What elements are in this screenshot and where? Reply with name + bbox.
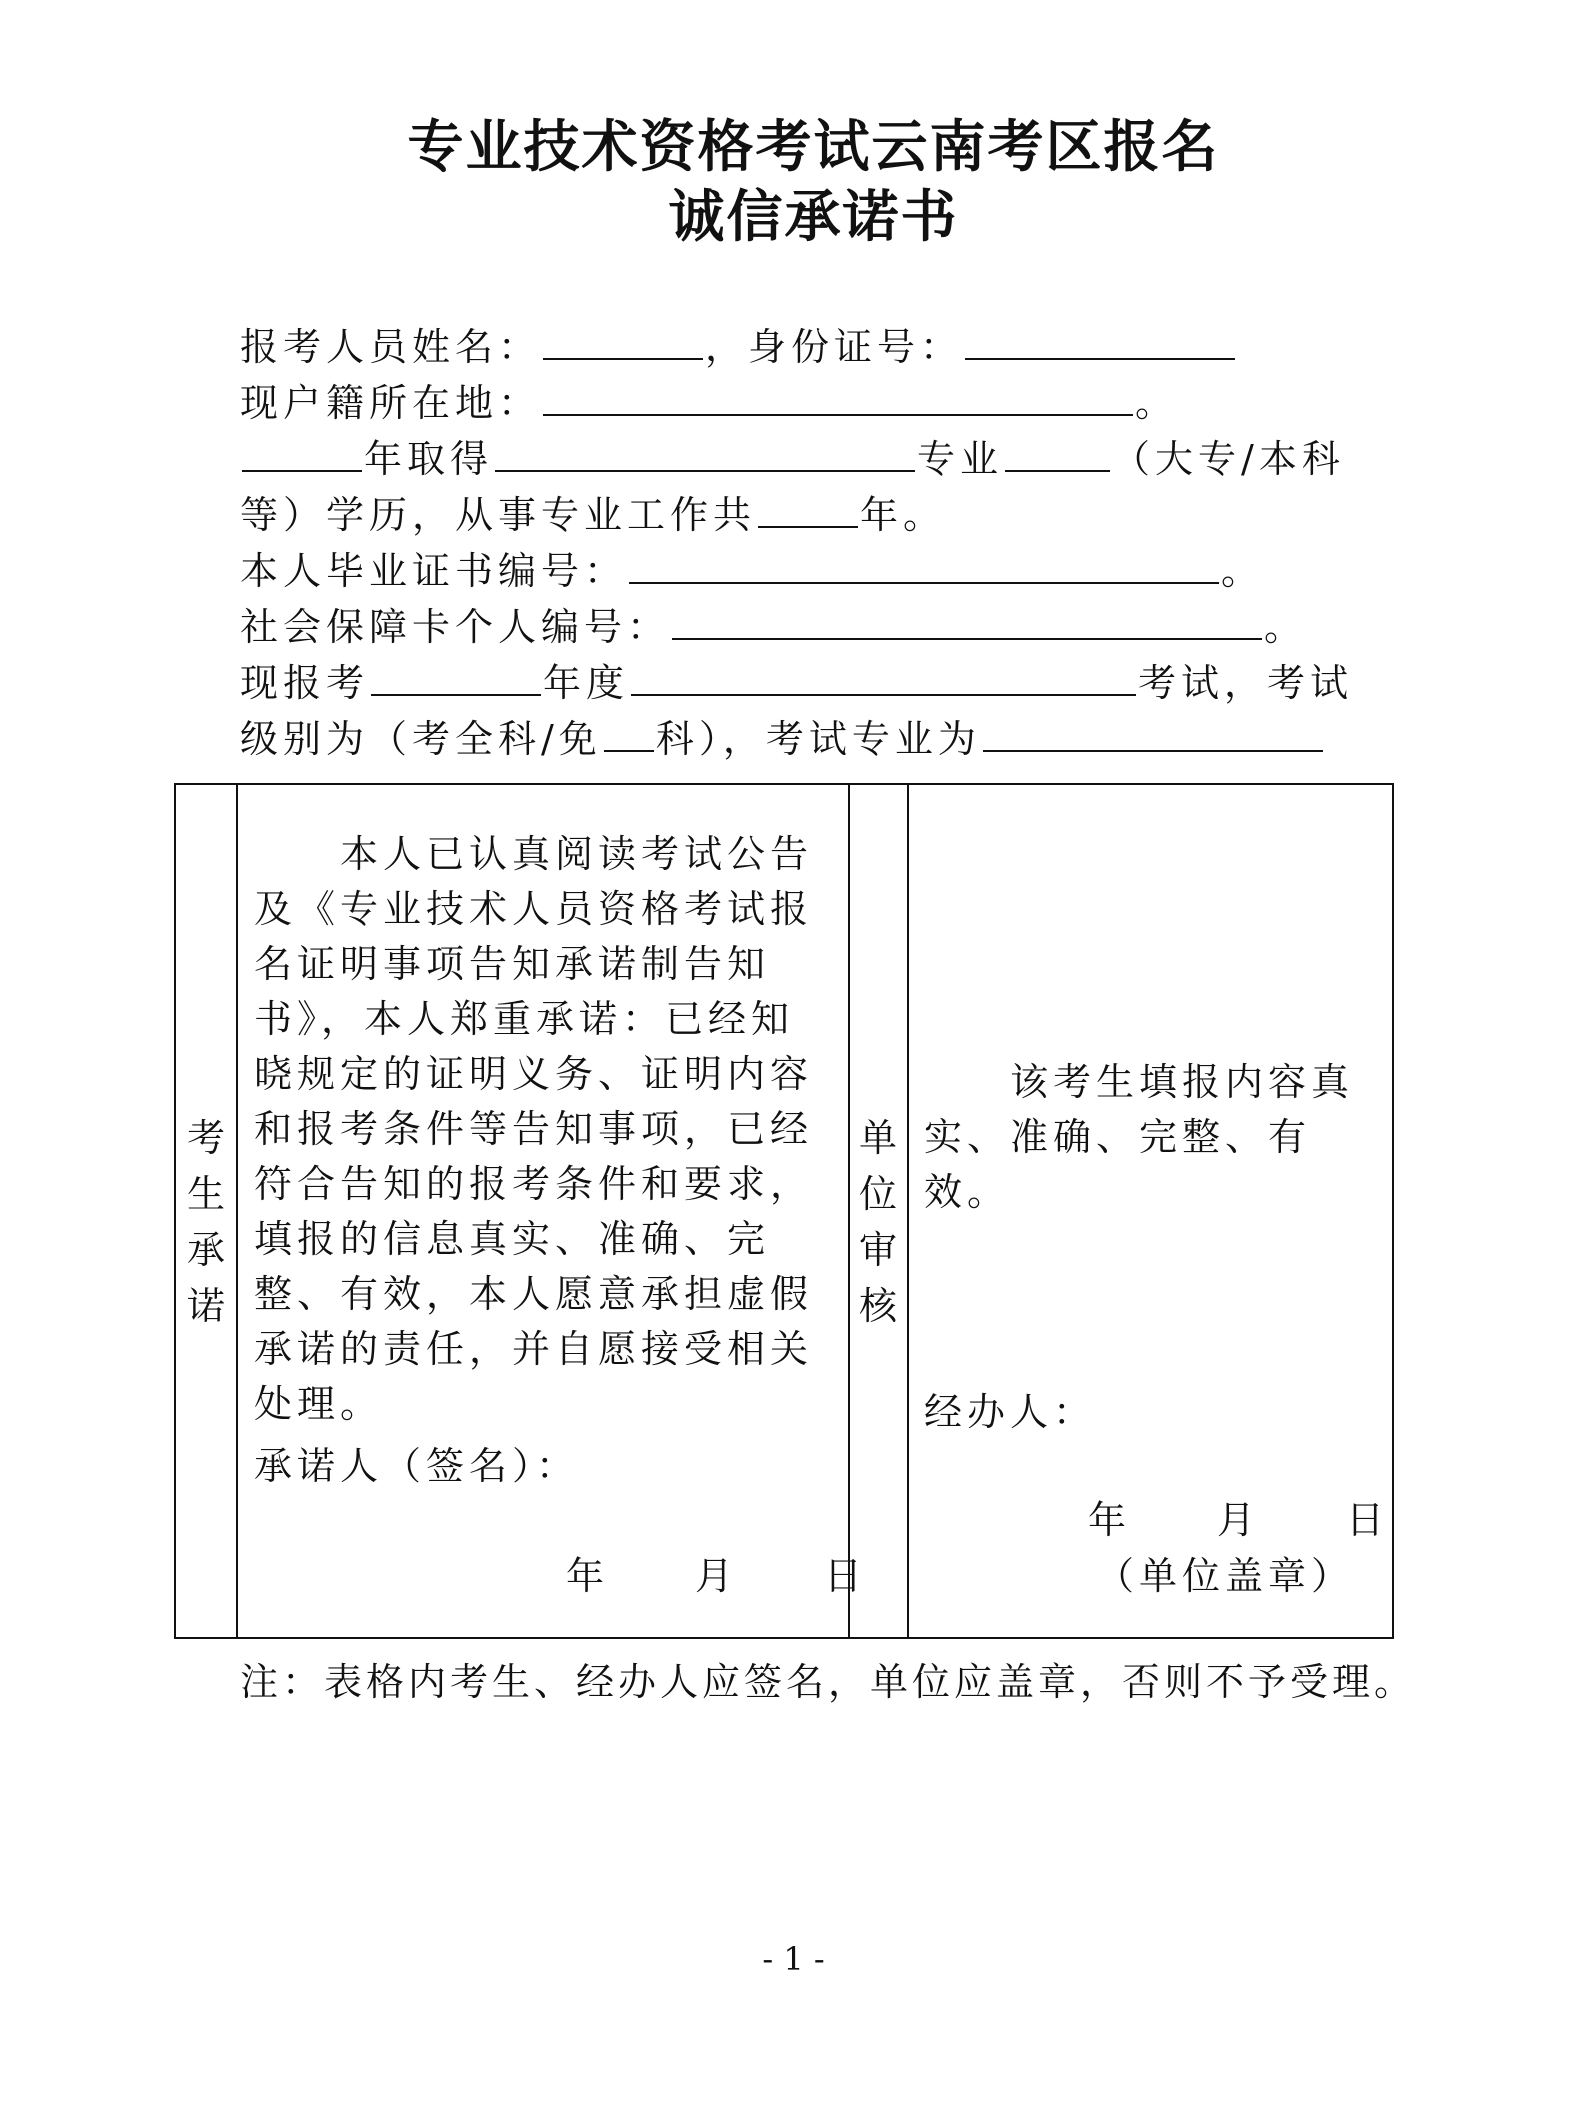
- signer-label: 承诺人（签名）：: [254, 1444, 580, 1488]
- form-line-social-security: [240, 598, 1307, 655]
- header-char: 核: [858, 1284, 897, 1328]
- exempt-subjects-blank[interactable]: [604, 710, 654, 752]
- id-label: ，身份证号：: [705, 325, 964, 369]
- degree-level-blank[interactable]: [1005, 430, 1110, 472]
- diploma-blank[interactable]: [629, 542, 1219, 584]
- document-title-line2: 诚信承诺书: [668, 184, 959, 250]
- exam-label: 现报考: [240, 661, 370, 705]
- table-divider: [236, 785, 238, 1637]
- table-divider: [907, 785, 909, 1637]
- residence-end: 。: [1135, 381, 1179, 425]
- degree-level-label: （大专/本科: [1112, 437, 1345, 481]
- promise-text: 本人已认真阅读考试公告及《专业技术人员资格考试报名证明事项告知承诺制告知书》，本人郑重承诺：已经知晓规定的证明义务、证明内容和报考条件等告知事项，已经符合告知的报考条件和要求，填报的信息真实、准确、完整、有效，本人愿意承担虚假承诺的责任，并自愿接受相关处理。: [254, 832, 814, 1426]
- exam-end-label: 考试，考试: [1138, 661, 1354, 705]
- form-line-work-years: [240, 486, 946, 543]
- commitment-table: [174, 783, 1394, 1639]
- header-char: 审: [858, 1228, 897, 1272]
- footnote: 注：表格内考生、经办人应签名，单位应盖章，否则不予受理。: [240, 1660, 1417, 1704]
- exam-year-blank[interactable]: [371, 654, 541, 696]
- degree-major-blank[interactable]: [495, 430, 915, 472]
- header-char: 诺: [186, 1284, 225, 1328]
- social-security-label: 社会保障卡个人编号：: [240, 605, 671, 649]
- table-divider: [848, 785, 850, 1637]
- form-line-name: [240, 318, 1237, 375]
- residence-blank[interactable]: [543, 374, 1133, 416]
- work-years-end: 年。: [860, 493, 947, 537]
- header-char: 单: [858, 1116, 897, 1160]
- form-line-exam-level: [240, 710, 1325, 767]
- exam-level-label: 级别为（考全科/免: [240, 717, 602, 761]
- seal-label: （单位盖章）: [1096, 1554, 1355, 1598]
- header-char: 承: [186, 1228, 225, 1272]
- header-char: 位: [858, 1172, 897, 1216]
- diploma-end: 。: [1221, 549, 1265, 593]
- social-security-blank[interactable]: [672, 598, 1262, 640]
- work-years-label: 等）学历，从事专业工作共: [240, 493, 757, 537]
- promise-date: 年 月 日: [566, 1554, 868, 1598]
- social-security-end: 。: [1264, 605, 1308, 649]
- residence-label: 现户籍所在地：: [240, 381, 542, 425]
- degree-year-blank[interactable]: [242, 430, 362, 472]
- work-years-blank[interactable]: [758, 486, 858, 528]
- form-line-diploma: [240, 542, 1264, 599]
- header-char: 生: [186, 1172, 225, 1216]
- handler-label: 经办人：: [924, 1390, 1097, 1434]
- exam-major-blank[interactable]: [983, 710, 1323, 752]
- form-line-exam: [240, 654, 1353, 711]
- name-blank[interactable]: [543, 318, 703, 360]
- form-line-residence: [240, 374, 1178, 431]
- degree-year-label: 年取得: [364, 437, 494, 481]
- diploma-label: 本人毕业证书编号：: [240, 549, 628, 593]
- unit-audit-header: [856, 1110, 900, 1334]
- audit-date: 年 月 日: [1088, 1498, 1390, 1542]
- degree-major-label: 专业: [917, 437, 1004, 481]
- candidate-promise-header: [184, 1110, 228, 1334]
- header-char: 考: [186, 1116, 225, 1160]
- form-line-degree: [240, 430, 1345, 487]
- exam-year-label: 年度: [543, 661, 630, 705]
- exam-major-label: 科），考试专业为: [655, 717, 981, 761]
- name-label: 报考人员姓名：: [240, 325, 542, 369]
- document-title-line1: 专业技术资格考试云南考区报名: [407, 114, 1220, 180]
- audit-text: 该考生填报内容真实、准确、完整、有效。: [924, 1060, 1355, 1214]
- id-blank[interactable]: [965, 318, 1235, 360]
- exam-name-blank[interactable]: [631, 654, 1136, 696]
- page-number: - 1 -: [762, 1940, 825, 1978]
